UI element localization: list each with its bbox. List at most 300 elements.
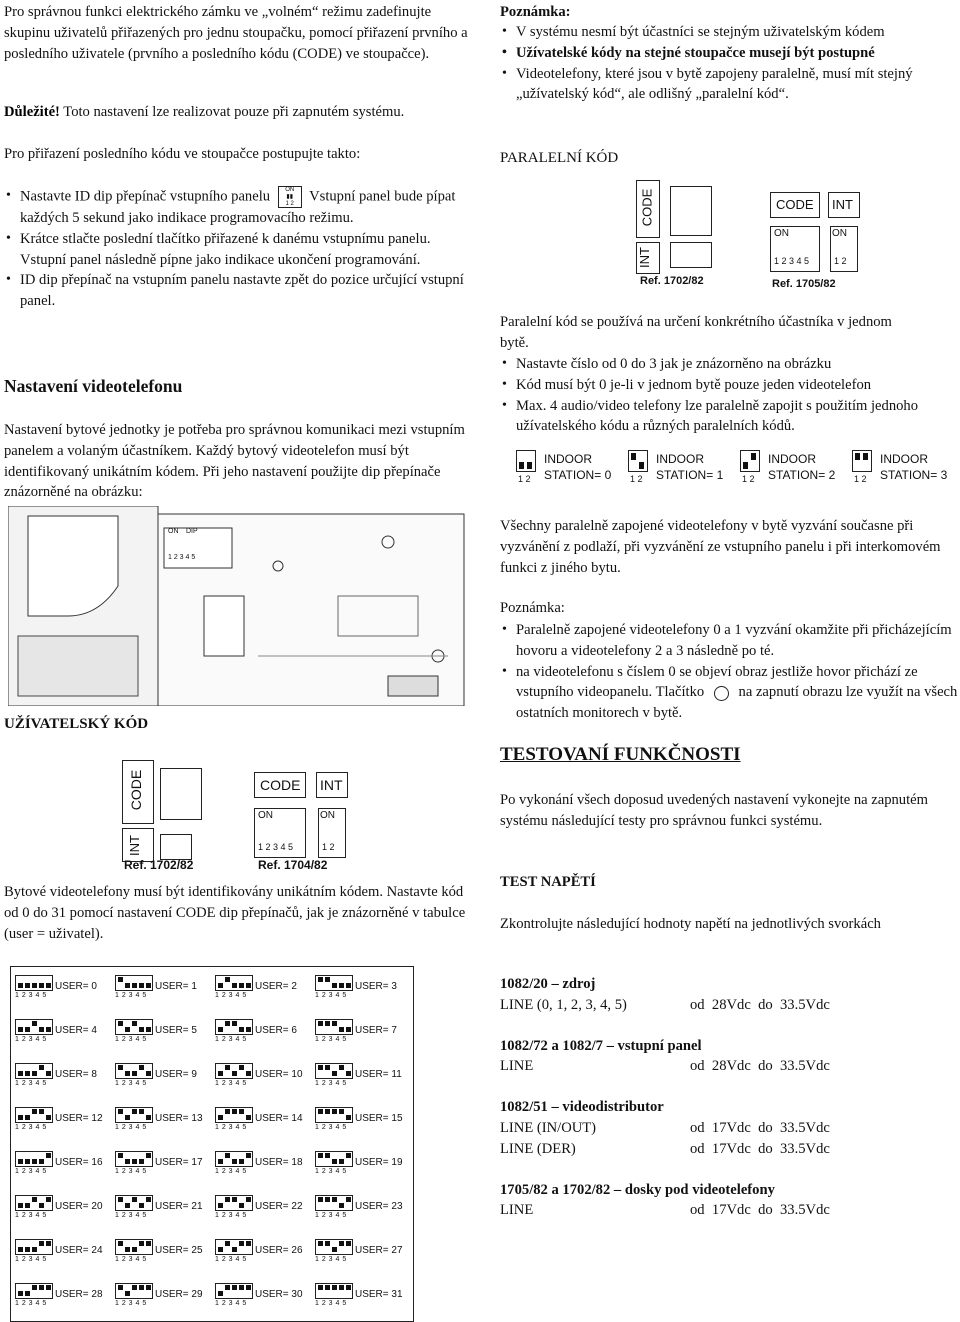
- dip-lever: [218, 983, 223, 988]
- dip-lever: [346, 1197, 351, 1202]
- indoor-label: INDOOR: [880, 452, 928, 466]
- user-code-label: USER= 10: [255, 1069, 303, 1080]
- voltage-row: [500, 995, 956, 1016]
- dip-lever: [232, 1021, 237, 1026]
- voltage-group-head: 1705/82 a 1702/82 – dosky pod videotelefony: [500, 1181, 775, 1198]
- dip-numbers: 1 2 3 4 5: [215, 1036, 247, 1043]
- dip-lever: [325, 1153, 330, 1158]
- dip-lever: [139, 1285, 144, 1290]
- dip-lever: [39, 1159, 44, 1164]
- voltage-terminal: LINE (0, 1, 2, 3, 4, 5): [500, 996, 627, 1013]
- user-code-cell: [315, 1107, 409, 1137]
- list-item: • Max. 4 audio/video telefony lze paralelně zapojit s použitím jednoho užívatelského kódu a různých paralelních kódů.: [516, 396, 960, 438]
- ref-1702-label: Ref. 1702/82: [124, 858, 194, 872]
- dip-lever: [32, 1159, 37, 1164]
- user-code-cell: [115, 1239, 209, 1269]
- dip-lever: [239, 1285, 244, 1290]
- dip-lever: [32, 1285, 37, 1290]
- dip-numbers: 1 2 3 4 5: [315, 1124, 347, 1131]
- important-text: Toto nastavení lze realizovat pouze při zapnutém systému.: [59, 104, 405, 120]
- dip-lever: [339, 1241, 344, 1246]
- user-code-cell: [215, 1063, 309, 1093]
- dip-lever: [118, 1021, 123, 1026]
- dip-lever: [32, 1109, 37, 1114]
- user-code-label: USER= 19: [355, 1157, 403, 1168]
- voltage-groups: [500, 974, 956, 1241]
- section-text: Nastavení bytové jednotky je potřeba pro správnou komunikaci mezi vstupním panelem a volaným účastníkem. Každý bytový videotelefon musí být identifikovaný unikátním kódem. Při jeho nastavení použijte dip přepínače znázorněné na obrázku:: [4, 422, 465, 501]
- user-code-label: USER= 13: [155, 1113, 203, 1124]
- user-code-label: USER= 22: [255, 1201, 303, 1212]
- dip-lever: [218, 1203, 223, 1208]
- steps-list: [4, 186, 474, 312]
- dip-lever: [25, 1247, 30, 1252]
- dip-lever: [318, 1153, 323, 1158]
- dip-switch-icon: [215, 1107, 253, 1123]
- dip-lever: [346, 1071, 351, 1076]
- user-code-cell: [115, 1019, 209, 1049]
- dip-numbers: 1 2 3 4 5: [115, 992, 147, 999]
- dip-lever: [46, 983, 51, 988]
- user-code-cell: [215, 975, 309, 1005]
- dip-lever: [39, 1203, 44, 1208]
- dip-lever: [339, 1027, 344, 1032]
- dip-numbers: 1 2 3 4 5: [315, 1300, 347, 1307]
- dip-lever: [18, 1203, 23, 1208]
- user-code-label: USER= 1: [155, 981, 197, 992]
- user-code-table: [10, 966, 414, 1322]
- station-code-cell: [740, 450, 848, 488]
- user-code-cell: [315, 1283, 409, 1313]
- user-code-label: USER= 6: [255, 1025, 297, 1036]
- dip-lever: [125, 1291, 130, 1296]
- dip-lever: [125, 1071, 130, 1076]
- dip-lever: [218, 1115, 223, 1120]
- dip-lever: [318, 1197, 323, 1202]
- step-2-text: Krátce stlačte poslední tlačítko přiřazené k danému vstupnímu panelu. Vstupní panel následně pípne jako indikace ukončení programování.: [20, 230, 431, 268]
- dip-lever: [232, 1247, 237, 1252]
- dip-numbers: 1 2 3 4 5: [115, 1212, 147, 1219]
- dip-lever: [232, 1159, 237, 1164]
- dip-switch-icon: [628, 450, 648, 472]
- code-label: CODE: [128, 769, 145, 811]
- voltage-terminal: LINE: [500, 1058, 534, 1075]
- board-illustration: [8, 506, 474, 706]
- pfig-on-label-2: ON: [832, 228, 847, 239]
- dip-switch-icon: [852, 450, 872, 472]
- dip-switch-icon: [115, 1283, 153, 1299]
- dip-lever: [527, 462, 532, 469]
- voltage-terminal: LINE (DER): [500, 1140, 576, 1157]
- dip-lever: [346, 983, 351, 988]
- dip-lever: [325, 1109, 330, 1114]
- dip-lever: [218, 1071, 223, 1076]
- user-code-label: USER= 4: [55, 1025, 97, 1036]
- list-item: • Kód musí být 0 je-li v jednom bytě pouze jeden videotelefon: [516, 375, 960, 396]
- user-code-cell: [315, 1195, 409, 1225]
- user-code-cell: [315, 1019, 409, 1049]
- user-code-cell: [315, 1063, 409, 1093]
- list-item: [20, 229, 474, 271]
- dip-switch-icon: [315, 1019, 353, 1035]
- dip-numbers: 1 2 3 4 5: [15, 992, 47, 999]
- dip-lever: [332, 983, 337, 988]
- dip-lever: [118, 977, 123, 982]
- pfig-int-label-2: INT: [832, 197, 853, 212]
- dip-lever: [18, 1247, 23, 1252]
- dip-numbers: 1 2 3 4 5: [15, 1300, 47, 1307]
- dip-lever: [146, 1115, 151, 1120]
- dip-lever: [32, 1071, 37, 1076]
- indoor-label: INDOOR: [768, 452, 816, 466]
- dip-switch-icon: [740, 450, 760, 472]
- user-code-label: USER= 27: [355, 1245, 403, 1256]
- user-code-label: USER= 14: [255, 1113, 303, 1124]
- dip-numbers: 1 2 3 4 5: [215, 1212, 247, 1219]
- user-code-label: USER= 9: [155, 1069, 197, 1080]
- user-code-label: USER= 29: [155, 1289, 203, 1300]
- dip-switch-icon: [215, 1063, 253, 1079]
- dip-lever: [225, 1065, 230, 1070]
- voltage-terminal: LINE: [500, 1202, 534, 1219]
- dip-lever: [118, 1109, 123, 1114]
- dip-lever: [139, 1065, 144, 1070]
- dip-lever: [125, 1027, 130, 1032]
- dip-numbers: 1 2 3 4 5: [15, 1036, 47, 1043]
- list-item: • Videotelefony, které jsou v bytě zapojeny paralelně, musí mít stejný „užívatelský kód“, ale odlišný „paralelní kód“.: [516, 64, 960, 106]
- dip-switch-icon: [215, 1151, 253, 1167]
- dip-switch-icon: [15, 1019, 53, 1035]
- user-code-label: USER= 5: [155, 1025, 197, 1036]
- dip-lever: [146, 983, 151, 988]
- dip-lever: [18, 1027, 23, 1032]
- dip-lever: [239, 1203, 244, 1208]
- dip-switch-icon: [15, 975, 53, 991]
- dip-lever: [225, 1197, 230, 1202]
- dip-lever: [25, 983, 30, 988]
- station-code-cell: [628, 450, 736, 488]
- figure-1704: [254, 772, 372, 872]
- dip-lever: [246, 1197, 251, 1202]
- dip-lever: [239, 1241, 244, 1246]
- dip-lever: [232, 1285, 237, 1290]
- user-code-cell: [15, 1151, 109, 1181]
- station-codes: [516, 450, 958, 488]
- on-label: ON: [258, 810, 273, 821]
- dip-lever: [46, 1285, 51, 1290]
- user-code-label: USER= 3: [355, 981, 397, 992]
- board-on-label: ON: [168, 528, 179, 535]
- dip-switch-icon: [215, 1195, 253, 1211]
- user-code-label: USER= 8: [55, 1069, 97, 1080]
- pref-1705-label: Ref. 1705/82: [772, 278, 836, 290]
- dip-lever: [246, 1153, 251, 1158]
- calls-text: Všechny paralelně zapojené videotelefony v bytě vyzvání současne při vyzvánění z podlaží, při vyzvánění ze vstupního panelu i při interkomovém funkci z jiného bytu.: [500, 518, 941, 576]
- user-code-cell: [15, 1107, 109, 1137]
- dip-lever: [751, 453, 756, 460]
- nums2-label: 1 2: [322, 842, 335, 852]
- dip-numbers: 1 2 3 4 5: [15, 1124, 47, 1131]
- dip-switch-icon: [15, 1283, 53, 1299]
- voltage-group-head: 1082/51 – videodistributor: [500, 1099, 664, 1116]
- dip-numbers: 1 2 3 4 5: [115, 1080, 147, 1087]
- dip-lever: [232, 1071, 237, 1076]
- dip-lever: [146, 1241, 151, 1246]
- dip-lever: [339, 1159, 344, 1164]
- dip-lever: [139, 983, 144, 988]
- station-label: STATION= 1: [656, 468, 724, 482]
- dip-lever: [46, 1197, 51, 1202]
- dip-lever: [25, 1159, 30, 1164]
- dip-lever: [232, 1197, 237, 1202]
- dip-lever: [25, 1115, 30, 1120]
- dip-numbers: 1 2 3 4 5: [115, 1168, 147, 1175]
- dip-lever: [239, 1065, 244, 1070]
- dip-lever: [239, 1109, 244, 1114]
- figure-1702: [122, 760, 244, 872]
- dip-switch-icon: [115, 1239, 153, 1255]
- dip-lever: [32, 1197, 37, 1202]
- user-code-label: USER= 26: [255, 1245, 303, 1256]
- dip-numbers: 1 2 3 4 5: [215, 1080, 247, 1087]
- dip-switch-icon: [215, 975, 253, 991]
- dip-switch-icon: [215, 1239, 253, 1255]
- dip-lever: [239, 1027, 244, 1032]
- user-code-cell: [315, 1239, 409, 1269]
- voltage-group-head: 1082/20 – zdroj: [500, 976, 596, 992]
- dip-lever: [146, 1285, 151, 1290]
- dip-lever: [339, 1203, 344, 1208]
- dip-lever: [139, 1159, 144, 1164]
- test-text: Po vykonání všech doposud uvedených nastavení vykonejte na zapnutém systému následující testy pro správnou funkci systému.: [500, 792, 928, 829]
- dip-lever: [246, 1027, 251, 1032]
- dip-lever: [46, 1153, 51, 1158]
- dip-numbers: 1 2 3 4 5: [15, 1256, 47, 1263]
- dip-lever: [246, 1115, 251, 1120]
- voltage-row: [500, 1118, 956, 1139]
- list-item: • Nastavte číslo od 0 do 3 jak je znázorněno na obrázku: [516, 354, 960, 375]
- dip-lever: [325, 1065, 330, 1070]
- dip-lever: [332, 1197, 337, 1202]
- voltage-range: od 17Vdc do 33.5Vdc: [690, 1140, 830, 1157]
- dip-lever: [743, 462, 748, 469]
- user-code-title: UŽÍVATELSKÝ KÓD: [4, 716, 149, 732]
- voltage-range: od 28Vdc do 33.5Vdc: [690, 1058, 830, 1075]
- user-code-label: USER= 7: [355, 1025, 397, 1036]
- parallel-title: PARALELNÍ KÓD: [500, 150, 619, 166]
- dip-lever: [39, 1065, 44, 1070]
- list-item: [516, 662, 960, 724]
- dip-lever: [146, 1197, 151, 1202]
- dip-lever: [346, 1241, 351, 1246]
- pfig-nums5-label: 1 2 3 4 5: [774, 256, 810, 266]
- dip-lever: [225, 1153, 230, 1158]
- dip-lever: [218, 1291, 223, 1296]
- user-code-cell: [115, 1107, 209, 1137]
- user-code-cell: [15, 1283, 109, 1313]
- dip-lever: [118, 1153, 123, 1158]
- dip-lever: [332, 1247, 337, 1252]
- user-code-label: USER= 20: [55, 1201, 103, 1212]
- dip-numbers: 1 2: [854, 474, 867, 484]
- dip-lever: [246, 1071, 251, 1076]
- dip-switch-icon: [215, 1019, 253, 1035]
- dip-lever: [218, 1159, 223, 1164]
- dip-lever: [18, 1159, 23, 1164]
- important-label: Důležité!: [4, 104, 60, 120]
- voltage-group: [500, 974, 956, 1016]
- dip-switch-icon: [115, 1151, 153, 1167]
- voltage-title: TEST NAPĚTÍ: [500, 874, 596, 890]
- user-code-label: USER= 18: [255, 1157, 303, 1168]
- dip-lever: [39, 1109, 44, 1114]
- dip-switch-icon: [115, 1019, 153, 1035]
- dip-lever: [125, 983, 130, 988]
- user-code-cell: [115, 1195, 209, 1225]
- user-code-label: USER= 31: [355, 1289, 403, 1300]
- station-label: STATION= 0: [544, 468, 612, 482]
- dip-switch-icon: [315, 975, 353, 991]
- dip-numbers: 1 2: [518, 474, 531, 484]
- dip-numbers: 1 2 3 4 5: [115, 1256, 147, 1263]
- dip-numbers: 1 2 3 4 5: [15, 1168, 47, 1175]
- step-1-text: Nastavte ID dip přepínač vstupního panelu: [20, 188, 271, 205]
- dip-lever: [46, 1027, 51, 1032]
- dip-lever: [519, 462, 524, 469]
- dip-lever: [46, 1071, 51, 1076]
- dip-lever: [332, 1071, 337, 1076]
- code-label-2: CODE: [260, 777, 301, 793]
- dip-lever: [125, 1115, 130, 1120]
- dip-lever: [246, 983, 251, 988]
- dip-lever: [318, 1109, 323, 1114]
- dip-switch-icon: [115, 975, 153, 991]
- dip-lever: [232, 983, 237, 988]
- voltage-group: [500, 1097, 956, 1159]
- dip-switch-icon: [15, 1063, 53, 1079]
- list-item: [20, 270, 474, 312]
- dip-switch-icon: [15, 1239, 53, 1255]
- list-item: • Užívatelské kódy na stejné stoupačce musejí být postupné: [516, 43, 960, 64]
- dip-switch-icon: [115, 1107, 153, 1123]
- dip-numbers: 1 2: [630, 474, 643, 484]
- int-label: INT: [126, 835, 142, 856]
- dip-lever: [339, 1285, 344, 1290]
- dip-lever: [125, 1159, 130, 1164]
- user-code-cell: [15, 975, 109, 1005]
- dip-switch-icon: [215, 1283, 253, 1299]
- dip-lever: [125, 1203, 130, 1208]
- dip-lever: [39, 983, 44, 988]
- dip-lever: [132, 1285, 137, 1290]
- nums5-label: 1 2 3 4 5: [258, 842, 294, 852]
- voltage-text: Zkontrolujte následující hodnoty napětí na jednotlivých svorkách: [500, 916, 881, 932]
- dip-lever: [318, 977, 323, 982]
- dip-lever: [339, 1109, 344, 1114]
- voltage-range: od 17Vdc do 33.5Vdc: [690, 1119, 830, 1136]
- dip-lever: [118, 1285, 123, 1290]
- dip-lever: [132, 1197, 137, 1202]
- dip-lever: [318, 1065, 323, 1070]
- dip-lever: [332, 1109, 337, 1114]
- dip-lever: [39, 1241, 44, 1246]
- dip-numbers: 1 2 3 4 5: [315, 1168, 347, 1175]
- user-code-label: USER= 12: [55, 1113, 103, 1124]
- voltage-row: [500, 1139, 956, 1160]
- user-code-cell: [215, 1239, 309, 1269]
- dip-lever: [139, 1109, 144, 1114]
- dip-lever: [318, 1241, 323, 1246]
- dip-lever: [332, 1285, 337, 1290]
- dip-lever: [139, 1241, 144, 1246]
- user-code-cell: [215, 1151, 309, 1181]
- dip-lever: [39, 1285, 44, 1290]
- dip-lever: [46, 1115, 51, 1120]
- dip-lever: [218, 1027, 223, 1032]
- dip-lever: [225, 1241, 230, 1246]
- dip-lever: [118, 1197, 123, 1202]
- user-code-label: USER= 24: [55, 1245, 103, 1256]
- int-label-2: INT: [320, 777, 343, 793]
- step-1b-text: Vstupní panel bude pípat každých 5 sekund jako indikace programovacího režimu.: [20, 188, 456, 226]
- user-code-label: USER= 11: [355, 1069, 402, 1080]
- user-code-label: USER= 21: [155, 1201, 203, 1212]
- user-code-cell: [115, 975, 209, 1005]
- voltage-row: [500, 1056, 956, 1077]
- user-code-cell: [15, 1063, 109, 1093]
- dip-switch-icon: [315, 1283, 353, 1299]
- user-code-cell: [15, 1195, 109, 1225]
- dip-lever: [146, 1027, 151, 1032]
- dip-switch-icon: [315, 1063, 353, 1079]
- dip-lever: [232, 1109, 237, 1114]
- pfig-int-label: INT: [636, 247, 652, 268]
- dip-switch-icon: [516, 450, 536, 472]
- dip-lever: [332, 1021, 337, 1026]
- dip-numbers: 1 2 3 4 5: [315, 1212, 347, 1219]
- board-nums-label: 1 2 3 4 5: [168, 554, 196, 561]
- dip-lever: [339, 983, 344, 988]
- voltage-range: od 28Vdc do 33.5Vdc: [690, 996, 830, 1013]
- dip-lever: [25, 1203, 30, 1208]
- user-code-label: USER= 23: [355, 1201, 403, 1212]
- dip-lever: [246, 1241, 251, 1246]
- dip-lever: [132, 1071, 137, 1076]
- dip-numbers: 1 2 3 4 5: [315, 1080, 347, 1087]
- note-title: Poznámka:: [500, 4, 571, 20]
- note2-item-2a: na videotelefonu s číslem 0 se objeví obraz jestliže hovor přichází ze vstupního videopanelu. Tlačítko: [516, 663, 918, 701]
- station-label: STATION= 2: [768, 468, 836, 482]
- dip-lever: [118, 1065, 123, 1070]
- dip-switch-icon: [15, 1151, 53, 1167]
- dip-lever: [18, 1115, 23, 1120]
- dip-switch-icon: [315, 1195, 353, 1211]
- dip-numbers: 1 2 3 4 5: [215, 1168, 247, 1175]
- dip-lever: [346, 1115, 351, 1120]
- dip-lever: [225, 1285, 230, 1290]
- dip-lever: [25, 1071, 30, 1076]
- dip-lever: [225, 1109, 230, 1114]
- note2-list: [500, 620, 960, 724]
- dip-lever: [139, 1027, 144, 1032]
- dip-numbers: 1 2 3 4 5: [115, 1124, 147, 1131]
- parallel-list: [500, 354, 960, 437]
- dip-lever: [132, 1021, 137, 1026]
- user-code-cell: [215, 1019, 309, 1049]
- dip-lever: [32, 1247, 37, 1252]
- user-code-cell: [215, 1195, 309, 1225]
- user-code-label: USER= 25: [155, 1245, 203, 1256]
- dip-lever: [146, 1071, 151, 1076]
